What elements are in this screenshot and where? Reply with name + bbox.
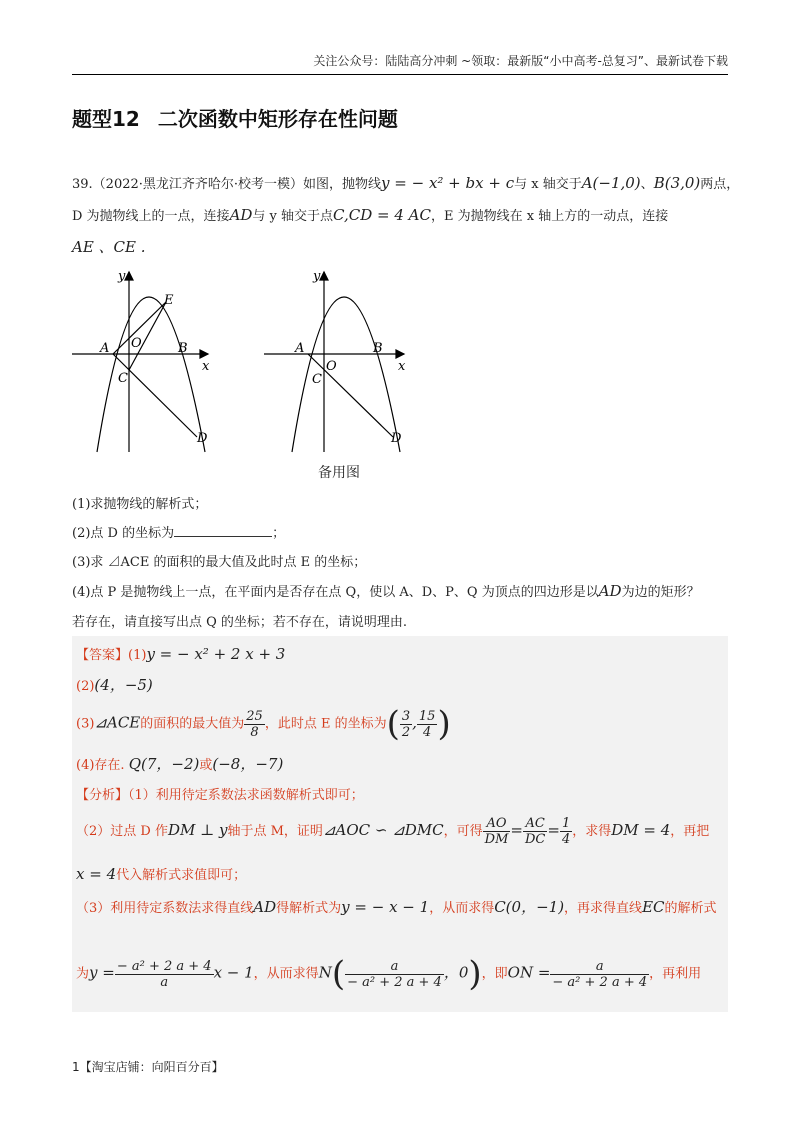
analysis-math: C(0，−1) [494,898,565,916]
answer-blank [174,524,272,537]
q-point-b: B(3,0) [653,174,701,192]
fig2-label-b: B [373,341,383,356]
part-4-ad: AD [598,582,622,600]
fraction-n-x [345,959,444,990]
analysis-text: ，从而求得 [429,901,495,916]
q-text: 两点， [700,177,740,192]
frac-den: DC [524,832,546,847]
answer-tag: 【答案】 [76,648,129,663]
answer-3-text: ，此时点 E 的坐标为 [264,716,387,732]
answer-4 [76,753,283,774]
question-line-2 [72,206,728,226]
equals: = [547,821,560,839]
analysis-text: 为 [76,966,90,982]
equals: = [510,821,523,839]
analysis-math: AD [253,898,277,916]
analysis-2-cont [76,864,246,883]
analysis-math: x − 1 [213,963,254,982]
fig1-label-y: y [118,269,126,284]
analysis-math: ON = [507,963,551,982]
analysis-math: y = [89,963,115,982]
analysis-3 [76,896,717,917]
answer-label: (3) [76,716,95,732]
comma: , [412,713,417,732]
q-text: ，E 为抛物线在 x 轴上方的一动点，连接 [430,209,669,224]
fig2-label-d: D [391,431,402,446]
fig1-label-a: A [100,341,110,356]
q-sep: 、 [640,177,654,192]
frac-den: − a² + 2 a + 4 [347,974,442,990]
answer-label: (4)存在. [76,758,125,773]
fraction-ao-dm [483,816,511,847]
q-text: 与 x 轴交于 [514,177,582,192]
fig2-label-y: y [313,269,321,284]
answer-4-or: 或 [199,758,213,773]
analysis-math: ，0 [443,963,469,982]
q-parabola: y = − x² + bx + c [381,174,515,192]
fig2-label-o: O [326,359,337,374]
answer-3-x-fraction [400,709,412,740]
fig1-label-o: O [131,336,142,351]
frac-num: 1 [561,816,571,831]
part-4-line-1 [72,581,700,600]
frac-num: 25 [246,708,263,724]
frac-den: DM [484,832,509,847]
analysis-text: （2）过点 D 作 [76,824,168,839]
fraction-on [550,959,649,990]
frac-den: a [160,974,169,990]
fig1-label-c: C [118,371,128,386]
part-1: (1)求抛物线的解析式； [72,497,208,512]
figure-caption: 备用图 [318,465,360,481]
answer-1 [76,644,285,663]
analysis-math: ⊿AOC ∽ ⊿DMC [322,821,444,839]
q-text: 与 y 轴交于点 [252,209,334,224]
analysis-math: y = − x − 1 [341,898,430,916]
q-ae-ce: AE 、CE . [72,238,146,256]
question-line-3 [72,238,728,258]
answer-3-text: 的面积的最大值为 [140,716,245,732]
answer-3 [76,704,451,744]
fraction-ac-dc [523,816,547,847]
analysis-text: 代入解析式求值即可； [116,868,247,883]
figure-main [72,272,208,452]
part-2 [72,522,285,541]
fraction-ec-slope [115,959,214,990]
analysis-text: ，从而求得 [253,966,319,982]
fraction-1-4 [560,816,572,847]
frac-num: − a² + 2 a + 4 [116,958,212,974]
fig1-label-b: B [178,341,188,356]
analysis-1 [76,784,364,803]
analysis-text: 轴于点 M，证明 [227,824,323,839]
answer-2 [76,674,153,695]
page-header [72,52,728,75]
analysis-math: DM = 4 [611,821,671,839]
answer-label: (2) [76,679,95,694]
analysis-text: ，可得 [443,824,483,839]
fig2-label-x: x [398,359,406,374]
y-axis-arrow [320,272,328,280]
analysis-math: DM ⊥ y [167,821,228,839]
page-footer: 1【淘宝店铺：向阳百分百】 [72,1060,224,1074]
fig1-label-x: x [202,359,210,374]
analysis-text: ，再把 [670,824,710,839]
analysis-2 [76,816,709,847]
figures [66,262,426,462]
part-4-text: 为边的矩形？ [621,585,700,600]
line-ad [308,354,393,437]
paren-right: ) [468,954,482,994]
frac-num: a [345,959,444,975]
answer-2-point: (4，−5) [94,676,153,694]
header-text: 关注公众号：陆陆高分冲刺 ~领取：最新版“小中高考-总复习”、最新试卷下载 [313,54,728,68]
part-4-text: (4)点 P 是抛物线上一点，在平面内是否存在点 Q，使以 A、D、P、Q 为顶点的四边形是以 [72,585,599,600]
answer-4-q1: Q(7，−2) [128,755,200,773]
line-ad [113,354,197,437]
part-2-suffix: ； [272,526,286,541]
frac-num: AO [483,816,511,832]
question-line-1 [72,174,740,194]
frac-num: a [550,959,649,975]
paren-left: ( [386,704,400,744]
analysis-text: （3）利用待定系数法求得直线 [76,901,254,916]
analysis-text: ，即 [481,966,508,982]
analysis-3-cont [76,954,701,994]
fig1-label-e: E [164,293,174,308]
y-axis-arrow [125,272,133,280]
analysis-text: 的解析式 [664,901,717,916]
analysis-text: 得解析式为 [276,901,342,916]
answer-3-y-fraction [417,709,438,740]
analysis-text: ，求得 [572,824,612,839]
frac-den: 8 [250,724,259,740]
part-2-text: (2)点 D 的坐标为 [72,526,175,541]
analysis-math: N [318,963,332,982]
analysis-tag: 【分析】 [76,788,129,803]
answer-3-max-fraction [244,709,265,740]
analysis-math: x = 4 [76,865,117,883]
analysis-text: ，再利用 [649,966,702,982]
q-source: 39.（2022·黑龙江齐齐哈尔·校考一模）如图，抛物线 [72,177,382,192]
frac-den: − a² + 2 a + 4 [552,974,648,990]
answer-3-triangle: ⊿ACE [94,713,141,732]
title-text: 二次函数中矩形存在性问题 [157,107,398,131]
part-3: (3)求 ⊿ACE 的面积的最大值及此时点 E 的坐标； [72,555,367,570]
answer-4-q2: (−8，−7) [212,755,284,773]
analysis-math: EC [642,898,665,916]
q-text: D 为抛物线上的一点，连接 [72,209,230,224]
frac-num: AC [523,816,547,832]
analysis-text: ，再求得直线 [564,901,643,916]
paren-right: ) [437,704,451,744]
answer-label: (1) [128,648,147,663]
q-point-a: A(−1,0) [581,174,641,192]
q-ad: AD [229,206,253,224]
analysis-step-1: （1）利用待定系数法求函数解析式即可； [128,788,364,803]
q-cd: C,CD = 4 AC [333,206,431,224]
frac-den: 4 [561,832,571,847]
fig2-label-c: C [312,372,322,387]
part-4-line-2: 若存在，请直接写出点 Q 的坐标；若不存在，请说明理由. [72,615,408,630]
frac-den: 2 [401,724,411,740]
section-title [72,103,398,132]
fig1-label-d: D [197,431,208,446]
paren-left: ( [331,954,346,994]
frac-den: 4 [423,724,432,740]
fig2-label-a: A [295,341,305,356]
x-axis-arrow [396,350,404,358]
x-axis-arrow [200,350,208,358]
frac-num: 15 [418,708,436,724]
frac-num: 3 [401,708,411,724]
title-number: 题型12 [72,107,140,131]
answer-1-formula: y = − x² + 2 x + 3 [146,645,286,663]
